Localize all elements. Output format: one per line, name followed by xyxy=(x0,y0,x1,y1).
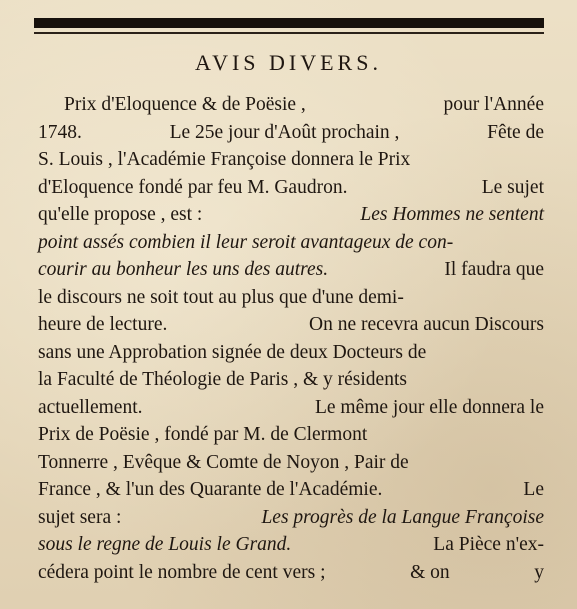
text-segment: Tonnerre , Evêque & Comte de Noyon , Pair de xyxy=(38,451,409,473)
text-line xyxy=(38,339,544,367)
text-line xyxy=(38,119,544,147)
text-segment: France , & l'un des Quarante de l'Académie. xyxy=(38,479,383,500)
text-line xyxy=(38,476,544,504)
text-segment: la Faculté de Théologie de Paris , & y résidents xyxy=(38,369,407,390)
text-segment: pour l'Année xyxy=(443,94,544,115)
text-segment: cédera point le nombre de cent vers ; xyxy=(38,561,326,583)
text-segment: S. Louis , l'Académie Françoise donnera le Prix xyxy=(38,149,411,170)
text-segment-italic: Les Hommes ne sentent xyxy=(360,204,544,225)
text-line xyxy=(38,229,544,257)
text-segment: heure de lecture. xyxy=(38,314,168,335)
text-segment: & on xyxy=(410,561,450,583)
text-line xyxy=(38,366,544,394)
text-segment: sans une Approbation signée de deux Docteurs de xyxy=(38,341,427,363)
text-line xyxy=(38,421,544,449)
text-segment: Fête de xyxy=(487,121,544,143)
text-segment: y xyxy=(534,561,544,583)
article-body xyxy=(38,91,544,586)
text-line xyxy=(38,311,544,339)
text-segment: Prix de Poësie , fondé par M. de Clermont xyxy=(38,424,368,445)
text-line xyxy=(38,394,544,422)
text-line xyxy=(38,174,544,202)
text-segment: qu'elle propose , est : xyxy=(38,204,203,225)
text-segment-italic: courir au bonheur les uns des autres. xyxy=(38,259,329,280)
text-line xyxy=(38,91,544,119)
text-segment-italic: sous le regne de Louis le Grand. xyxy=(38,534,292,555)
text-segment: On ne recevra aucun Discours xyxy=(309,314,544,335)
text-line xyxy=(38,284,544,312)
text-line xyxy=(38,504,544,532)
text-segment: Le xyxy=(523,479,544,500)
text-line xyxy=(38,256,544,284)
top-rule-thick xyxy=(34,18,544,28)
section-heading: AVIS DIVERS. xyxy=(195,50,382,75)
text-line xyxy=(38,449,544,477)
text-segment: Le sujet xyxy=(481,176,544,198)
text-segment-italic: point assés combien il leur seroit avantageux de con- xyxy=(38,231,454,253)
text-line xyxy=(38,531,544,559)
text-line xyxy=(38,146,544,174)
text-segment: le discours ne soit tout au plus que d'une demi- xyxy=(38,286,404,308)
text-segment: sujet sera : xyxy=(38,506,122,528)
text-line xyxy=(38,559,544,587)
text-segment: Le 25e jour d'Août prochain , xyxy=(169,121,400,143)
text-line xyxy=(38,201,544,229)
text-segment: Il faudra que xyxy=(444,259,544,280)
text-segment: d'Eloquence fondé par feu M. Gaudron. xyxy=(38,176,348,198)
text-segment-italic: Les progrès de la Langue Françoise xyxy=(261,506,544,528)
top-rule-thin xyxy=(34,32,544,34)
text-segment: La Pièce n'ex- xyxy=(433,534,544,555)
text-segment: 1748. xyxy=(38,121,82,143)
text-segment: actuellement. xyxy=(38,396,143,418)
text-segment: Prix d'Eloquence & de Poësie , xyxy=(64,94,306,115)
text-segment: Le même jour elle donnera le xyxy=(314,396,544,418)
